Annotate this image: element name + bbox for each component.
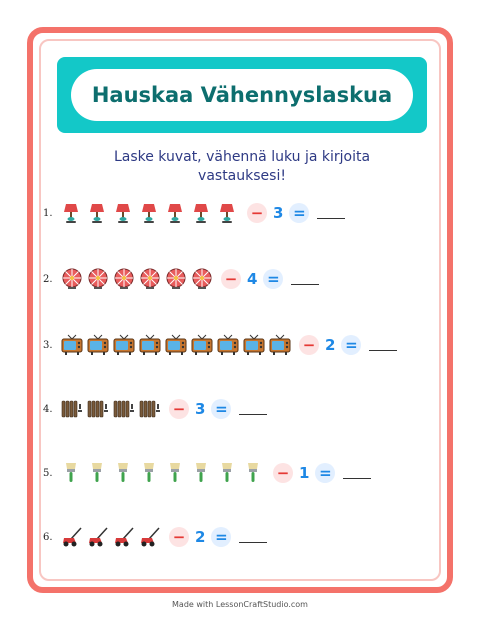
lawn-mower-icon	[139, 526, 159, 548]
radiator-icon	[61, 398, 81, 420]
answer-blank[interactable]	[239, 404, 267, 415]
icon-group	[61, 526, 159, 548]
lamp-icon	[191, 202, 211, 224]
minus-sign: −	[299, 335, 319, 355]
tv-icon	[269, 334, 289, 356]
problem-row-5	[43, 456, 371, 490]
equals-sign: =	[341, 335, 361, 355]
answer-blank[interactable]	[291, 274, 319, 285]
lamp-icon	[87, 202, 107, 224]
page-title: Hauskaa Vähennyslaskua	[91, 83, 393, 107]
problem-number: 4.	[43, 403, 53, 415]
problem-number: 1.	[43, 207, 53, 219]
title-pill	[71, 69, 413, 121]
problem-number: 5.	[43, 467, 53, 479]
lamp-icon	[139, 202, 159, 224]
problem-row-4	[43, 392, 267, 426]
tv-icon	[87, 334, 107, 356]
footer-credit: Made with LessonCraftStudio.com	[172, 600, 308, 609]
tv-icon	[113, 334, 133, 356]
paint-brush-icon	[139, 462, 159, 484]
lawn-mower-icon	[113, 526, 133, 548]
paint-brush-icon	[191, 462, 211, 484]
subtrahend: 4	[247, 270, 258, 288]
lamp-icon	[165, 202, 185, 224]
paint-brush-icon	[87, 462, 107, 484]
fan-icon	[87, 268, 107, 290]
subtrahend: 2	[325, 336, 336, 354]
radiator-icon	[139, 398, 159, 420]
lamp-icon	[113, 202, 133, 224]
tv-icon	[61, 334, 81, 356]
paint-brush-icon	[61, 462, 81, 484]
subtrahend: 3	[273, 204, 284, 222]
equals-sign: =	[289, 203, 309, 223]
minus-sign: −	[169, 399, 189, 419]
problem-row-2	[43, 262, 319, 296]
paint-brush-icon	[243, 462, 263, 484]
lamp-icon	[61, 202, 81, 224]
tv-icon	[243, 334, 263, 356]
problem-row-1	[43, 196, 345, 230]
radiator-icon	[113, 398, 133, 420]
icon-group	[61, 268, 211, 290]
fan-icon	[61, 268, 81, 290]
subtrahend: 2	[195, 528, 206, 546]
problem-number: 2.	[43, 273, 53, 285]
paint-brush-icon	[217, 462, 237, 484]
problem-number: 6.	[43, 531, 53, 543]
minus-sign: −	[247, 203, 267, 223]
lawn-mower-icon	[61, 526, 81, 548]
fan-icon	[113, 268, 133, 290]
tv-icon	[191, 334, 211, 356]
answer-blank[interactable]	[239, 532, 267, 543]
equals-sign: =	[315, 463, 335, 483]
icon-group	[61, 334, 289, 356]
instructions: Laske kuvat, vähennä luku ja kirjoita vastauksesi!	[113, 149, 371, 184]
minus-sign: −	[169, 527, 189, 547]
fan-icon	[139, 268, 159, 290]
answer-blank[interactable]	[369, 340, 397, 351]
radiator-icon	[87, 398, 107, 420]
subtrahend: 3	[195, 400, 206, 418]
paint-brush-icon	[165, 462, 185, 484]
fan-icon	[165, 268, 185, 290]
equals-sign: =	[211, 527, 231, 547]
tv-icon	[165, 334, 185, 356]
lawn-mower-icon	[87, 526, 107, 548]
lamp-icon	[217, 202, 237, 224]
paint-brush-icon	[113, 462, 133, 484]
answer-blank[interactable]	[317, 208, 345, 219]
icon-group	[61, 398, 159, 420]
title-banner	[57, 57, 427, 133]
answer-blank[interactable]	[343, 468, 371, 479]
fan-icon	[191, 268, 211, 290]
tv-icon	[139, 334, 159, 356]
problem-row-3	[43, 328, 397, 362]
icon-group	[61, 462, 263, 484]
minus-sign: −	[273, 463, 293, 483]
worksheet-frame	[27, 27, 453, 593]
equals-sign: =	[263, 269, 283, 289]
equals-sign: =	[211, 399, 231, 419]
subtrahend: 1	[299, 464, 310, 482]
tv-icon	[217, 334, 237, 356]
problem-number: 3.	[43, 339, 53, 351]
minus-sign: −	[221, 269, 241, 289]
icon-group	[61, 202, 237, 224]
problem-row-6	[43, 520, 267, 554]
